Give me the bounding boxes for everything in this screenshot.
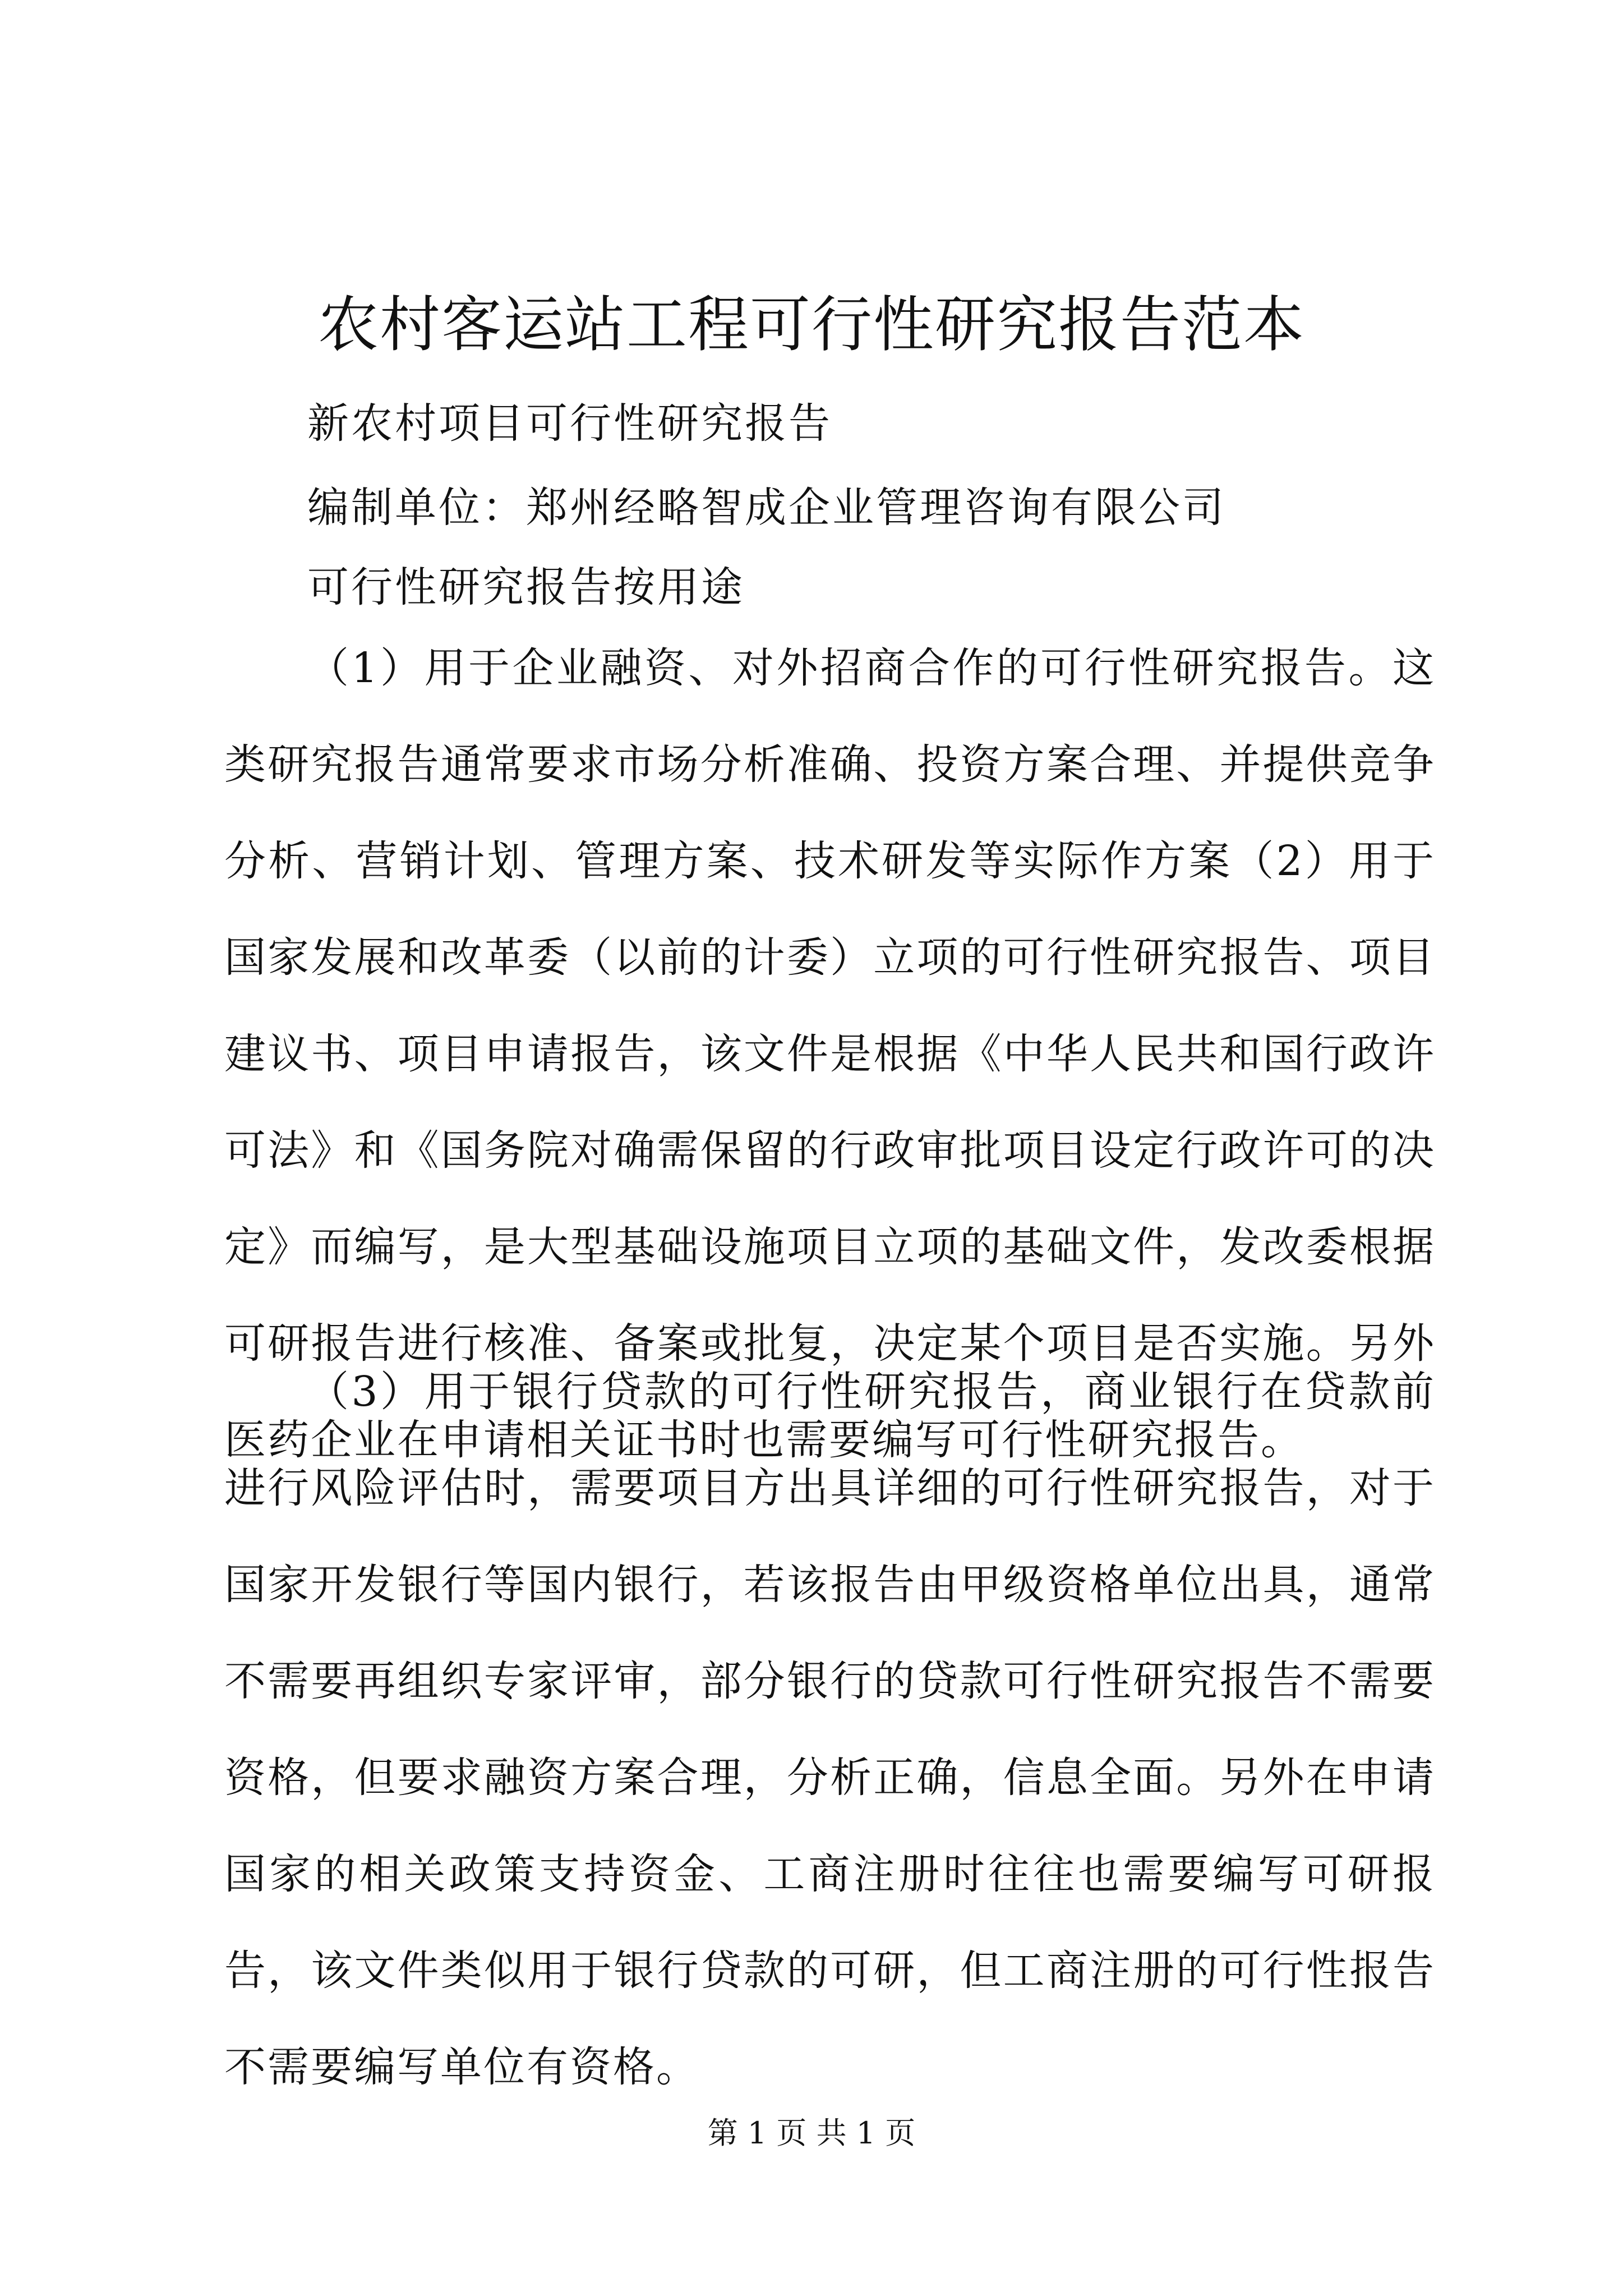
compiler-line: 编制单位：郑州经略智成企业管理咨询有限公司	[307, 484, 1226, 532]
document-title: 农村客运站工程可行性研究报告范本	[317, 290, 1305, 360]
paragraph-text: （3）用于银行贷款的可行性研究报告，商业银行在贷款前进行风险评估时，需要项目方出具详细的可行性研究报告，对于国家开发银行等国内银行，若该报告由甲级资格单位出具，通常不需要再组织专家评审，部分银行的贷款可行性研究报告不需要资格，但要求融资方案合理，分析正确，信息全面。另外在申请国家的相关政策支持资金、工商注册时往往也需要编写可研报告，该文件类似用于银行贷款的可研，但工商注册的可行性报告不需要编写单位有资格。	[224, 1368, 1436, 2091]
page-footer: 第 1 页 共 1 页	[707, 2115, 916, 2151]
document-subtitle: 新农村项目可行性研究报告	[307, 399, 832, 448]
usage-heading: 可行性研究报告按用途	[307, 563, 745, 611]
paragraph-usage-3	[224, 1343, 1436, 2115]
paragraph-text: （1）用于企业融资、对外招商合作的可行性研究报告。这类研究报告通常要求市场分析准确、投资方案合理、并提供竞争分析、营销计划、管理方案、技术研发等实际作方案（2）用于国家发展和改革委（以前的计委）立项的可行性研究报告、项目建议书、项目申请报告，该文件是根据《中华人民共和国行政许可法》和《国务院对确需保留的行政审批项目设定行政许可的决定》而编写，是大型基础设施项目立项的基础文件，发改委根据可研报告进行核准、备案或批复，决定某个项目是否实施。另外医药企业在申请相关证书时也需要编写可行性研究报告。	[224, 644, 1436, 1464]
